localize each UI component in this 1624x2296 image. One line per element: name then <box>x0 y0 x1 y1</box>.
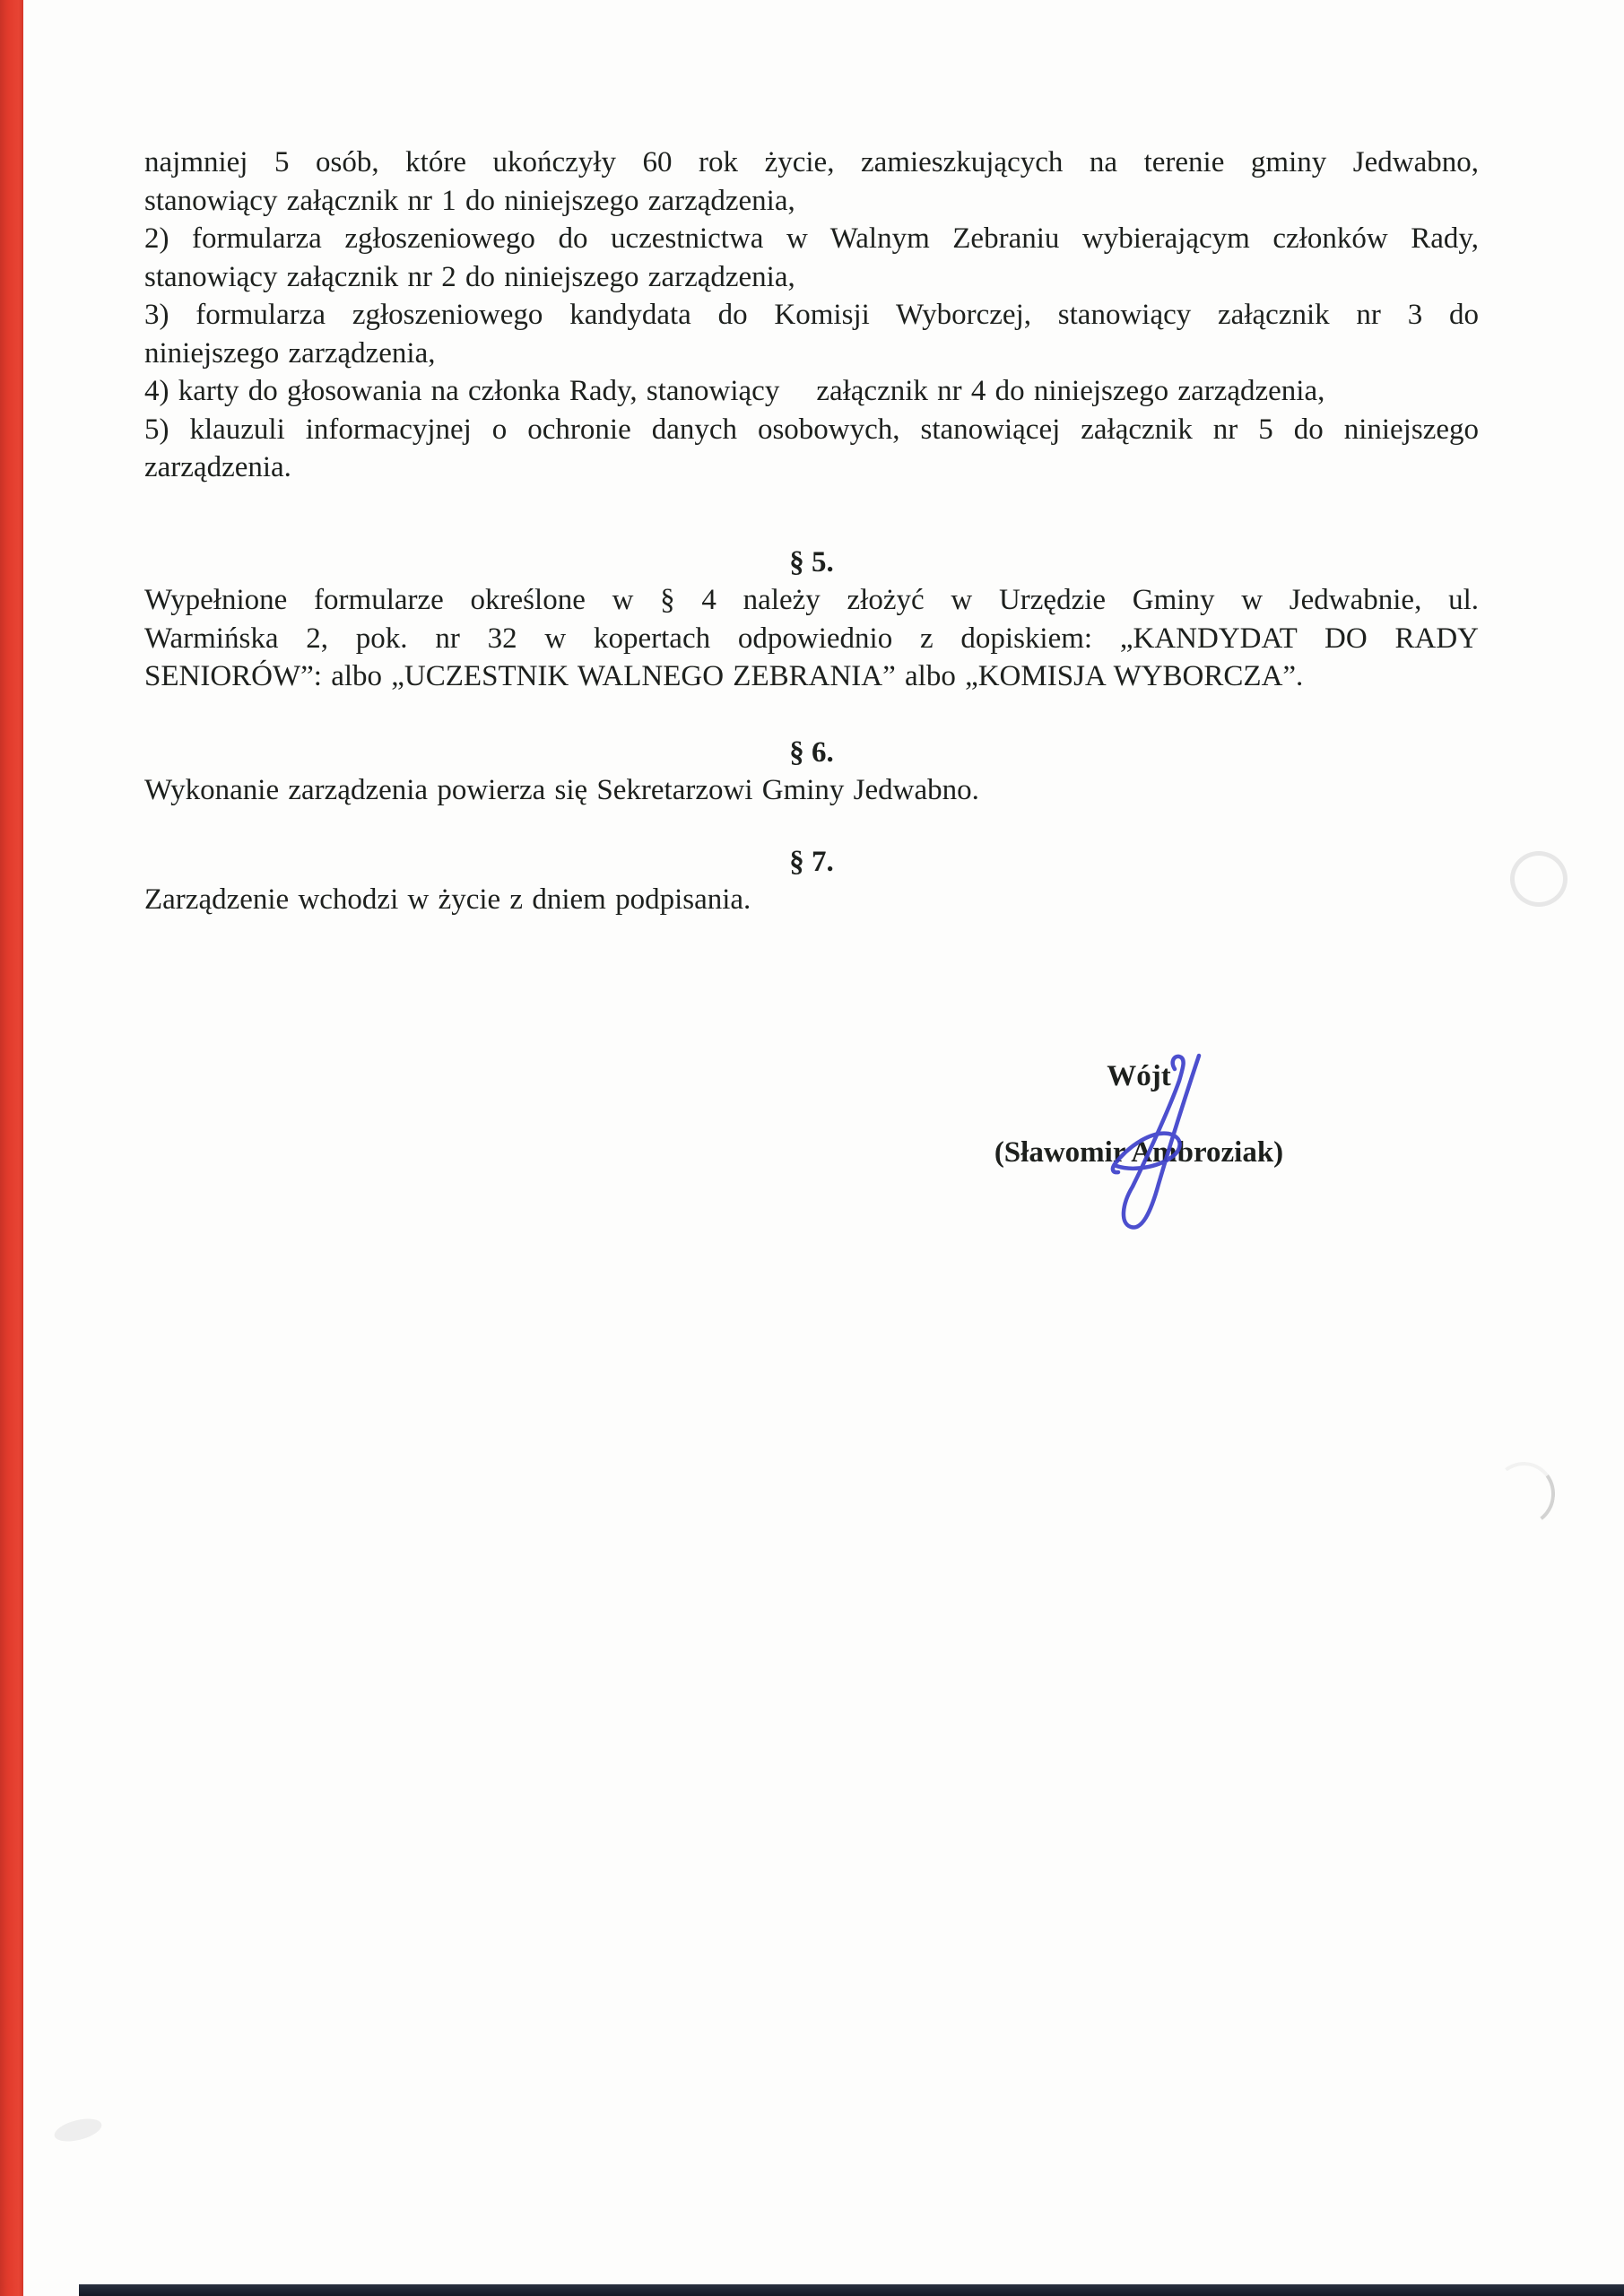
text-line: 2) formularza zgłoszeniowego do uczestnictwa w Walnym Zebraniu wybierającym członków Rady, <box>144 222 1479 255</box>
scan-artifact-ring <box>1510 851 1568 907</box>
signature-block <box>968 1057 1309 1172</box>
text-line: 5) klauzuli informacyjnej o ochronie danych osobowych, stanowiącej załącznik nr 5 do niniejszego <box>144 413 1479 446</box>
text-line: stanowiący załącznik nr 1 do niniejszego zarządzenia, <box>144 184 795 217</box>
signature-title: Wójt <box>1107 1060 1171 1092</box>
text-line: SENIORÓW”: albo „UCZESTNIK WALNEGO ZEBRANIA” albo „KOMISJA WYBORCZA”. <box>144 660 1304 692</box>
text-line: Wykonanie zarządzenia powierza się Sekretarzowi Gminy Jedwabno. <box>144 774 979 806</box>
scan-artifact-smudge <box>52 2115 104 2145</box>
text-line: 3) formularza zgłoszeniowego kandydata do Komisji Wyborczej, stanowiący załącznik nr 3 do <box>144 299 1479 331</box>
document-body <box>144 144 1479 919</box>
left-red-scan-stripe <box>0 0 23 2296</box>
text-line: zarządzenia. <box>144 451 291 483</box>
signature-name: (Sławomir Ambroziak) <box>994 1136 1284 1169</box>
section-5-heading: § 5. <box>789 545 834 578</box>
text-line: najmniej 5 osób, które ukończyły 60 rok życie, zamieszkujących na terenie gminy Jedwabno, <box>144 146 1479 178</box>
text-line: Warmińska 2, pok. nr 32 w kopertach odpowiednio z dopiskiem: „KANDYDAT DO RADY <box>144 622 1479 655</box>
text-line: stanowiący załącznik nr 2 do niniejszego zarządzenia, <box>144 260 795 293</box>
section-7-heading: § 7. <box>789 845 834 878</box>
scan-artifact-arc <box>1488 1457 1559 1530</box>
text-line: 4) karty do głosowania na członka Rady, stanowiący załącznik nr 4 do niniejszego zarządzenia, <box>144 375 1325 407</box>
section-6-heading: § 6. <box>789 735 834 769</box>
text-line: Zarządzenie wchodzi w życie z dniem podpisania. <box>144 883 751 916</box>
text-line: niniejszego zarządzenia, <box>144 336 436 370</box>
text-line: Wypełnione formularze określone w § 4 należy złożyć w Urzędzie Gminy w Jedwabnie, ul. <box>144 584 1479 616</box>
bottom-dark-scan-bar <box>79 2284 1624 2296</box>
